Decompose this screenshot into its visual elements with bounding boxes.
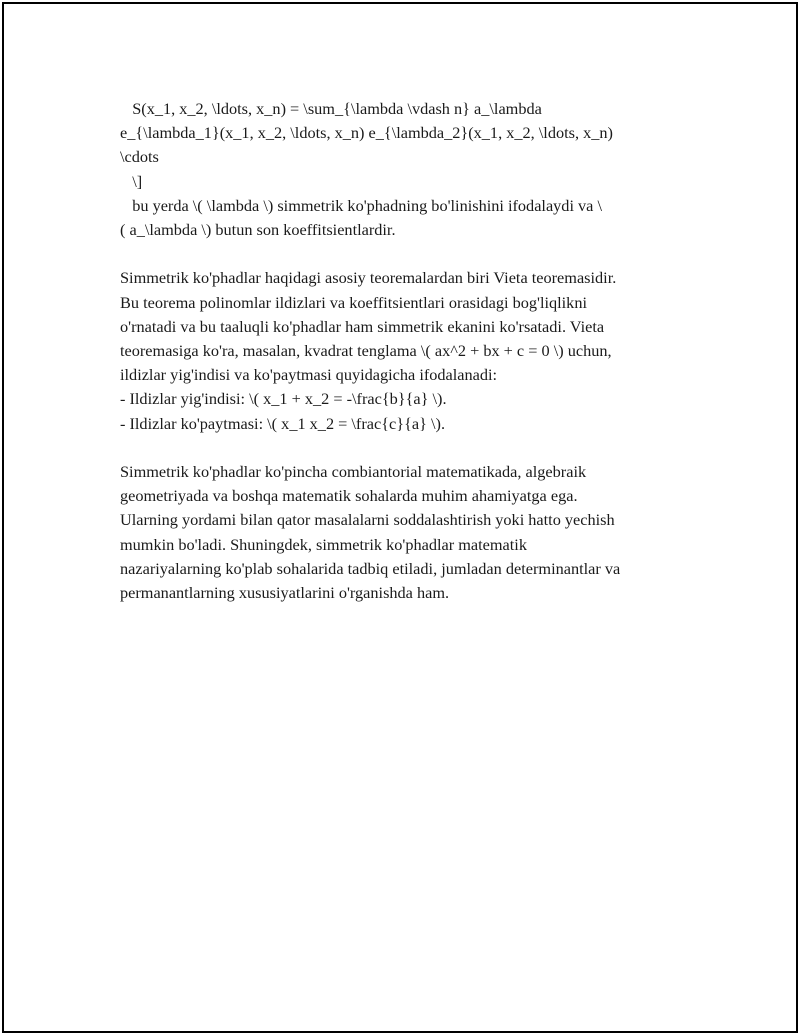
paragraph-gap <box>120 436 700 460</box>
paragraph-vieta <box>120 266 700 435</box>
text-line: ildizlar yig'indisi va ko'paytmasi quyidagicha ifodalanadi: <box>120 365 498 385</box>
text-line: nazariyalarning ko'plab sohalarida tadbiq etiladi, jumladan determinantlar va <box>120 558 621 578</box>
text-line: o'rnatadi va bu taaluqli ko'phadlar ham simmetrik ekanini ko'rsatadi. Vieta <box>120 316 605 336</box>
text-line: Simmetrik ko'phadlar haqidagi asosiy teoremalardan biri Vieta teoremasidir. <box>120 268 617 288</box>
text-line: ( a_\lambda \) butun son koeffitsientlardir. <box>120 220 396 240</box>
text-line: teoremasiga ko'ra, masalan, kvadrat tenglama \( ax^2 + bx + c = 0 \) uchun, <box>120 341 612 361</box>
text-line: Ularning yordami bilan qator masalalarni soddalashtirish yoki hatto yechish <box>120 510 615 530</box>
text-line: permanantlarning xususiyatlarini o'rganishda ham. <box>120 583 450 603</box>
text-line: \cdots <box>120 147 159 167</box>
formula-block <box>120 97 700 242</box>
list-item: - Ildizlar ko'paytmasi: \( x_1 x_2 = \frac{c}{a} \). <box>120 413 446 433</box>
text-line: e_{\lambda_1}(x_1, x_2, \ldots, x_n) e_{\lambda_2}(x_1, x_2, \ldots, x_n) <box>120 123 613 143</box>
list-item: - Ildizlar yig'indisi: \( x_1 + x_2 = -\frac{b}{a} \). <box>120 389 447 409</box>
text-line: Simmetrik ko'phadlar ko'pincha combiantorial matematikada, algebraik <box>120 462 587 482</box>
text-line: mumkin bo'ladi. Shuningdek, simmetrik ko'phadlar matematik <box>120 534 527 554</box>
text-line: bu yerda \( \lambda \) simmetrik ko'phadning bo'linishini ifodalaydi va \ <box>120 195 603 215</box>
text-line: Bu teorema polinomlar ildizlari va koeffitsientlari orasidagi bog'liqlikni <box>120 292 587 312</box>
document-body <box>120 97 700 605</box>
text-line: S(x_1, x_2, \ldots, x_n) = \sum_{\lambda \vdash n} a_\lambda <box>120 99 542 118</box>
paragraph-gap <box>120 242 700 266</box>
page-frame <box>2 2 798 1033</box>
paragraph-applications <box>120 460 700 605</box>
text-line: \] <box>120 171 143 191</box>
text-line: geometriyada va boshqa matematik sohalarda muhim ahamiyatga ega. <box>120 486 578 506</box>
